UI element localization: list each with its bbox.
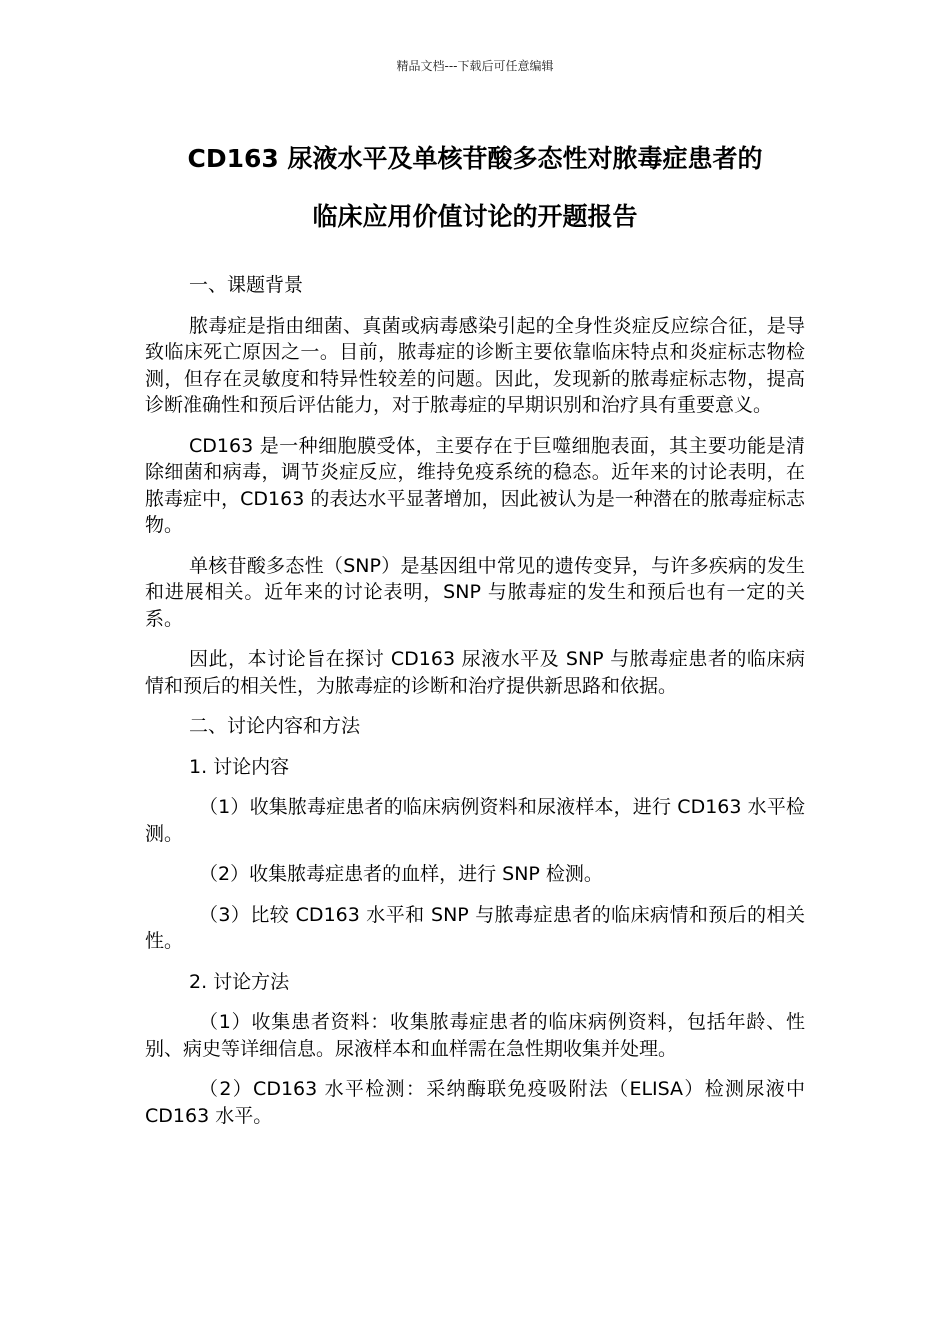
paragraph-sepsis-intro: 脓毒症是指由细菌、真菌或病毒感染引起的全身性炎症反应综合征，是导致临床死亡原因之一。目前，脓毒症的诊断主要依靠临床特点和炎症标志物检测，但存在灵敏度和特异性较差的问题。因此，发现新的脓毒症标志物，提高诊断准确性和预后评估能力，对于脓毒症的早期识别和治疗具有重要意义。 [145, 314, 805, 416]
paragraph-snp: 单核苷酸多态性（SNP）是基因组中常见的遗传变异，与许多疾病的发生和进展相关。近年来的讨论表明，SNP 与脓毒症的发生和预后也有一定的关系。 [145, 554, 805, 630]
section-heading-content-methods: 二、讨论内容和方法 [189, 715, 361, 737]
method-item-1: （1）收集患者资料：收集脓毒症患者的临床病例资料，包括年龄、性别、病史等详细信息。尿液样本和血样需在急性期收集并处理。 [145, 1011, 805, 1060]
method-item-2: （2）CD163 水平检测：采纳酶联免疫吸附法（ELISA）检测尿液中 CD163 水平。 [145, 1078, 805, 1127]
section-heading-background: 一、课题背景 [189, 274, 304, 296]
document-title-line-2: 临床应用价值讨论的开题报告 [312, 202, 638, 231]
paragraph-cd163: CD163 是一种细胞膜受体，主要存在于巨噬细胞表面，其主要功能是清除细菌和病毒，调节炎症反应，维持免疫系统的稳态。近年来的讨论表明，在脓毒症中，CD163 的表达水平显著增加，因此被认为是一种潜在的脓毒症标志物。 [145, 434, 805, 536]
subheading-methods: 2. 讨论方法 [189, 970, 290, 993]
content-item-2: （2）收集脓毒症患者的血样，进行 SNP 检测。 [199, 863, 603, 885]
page-header: 精品文档---下载后可任意编辑 [396, 59, 554, 73]
document-title-line-1: CD163 尿液水平及单核苷酸多态性对脓毒症患者的 [187, 144, 763, 173]
subheading-content: 1. 讨论内容 [189, 755, 290, 778]
paragraph-aim: 因此，本讨论旨在探讨 CD163 尿液水平及 SNP 与脓毒症患者的临床病情和预后的相关性，为脓毒症的诊断和治疗提供新思路和依据。 [145, 648, 805, 697]
content-item-3: （3）比较 CD163 水平和 SNP 与脓毒症患者的临床病情和预后的相关性。 [145, 903, 805, 952]
document-body [145, 272, 805, 1143]
content-item-1: （1）收集脓毒症患者的临床病例资料和尿液样本，进行 CD163 水平检测。 [145, 796, 805, 845]
